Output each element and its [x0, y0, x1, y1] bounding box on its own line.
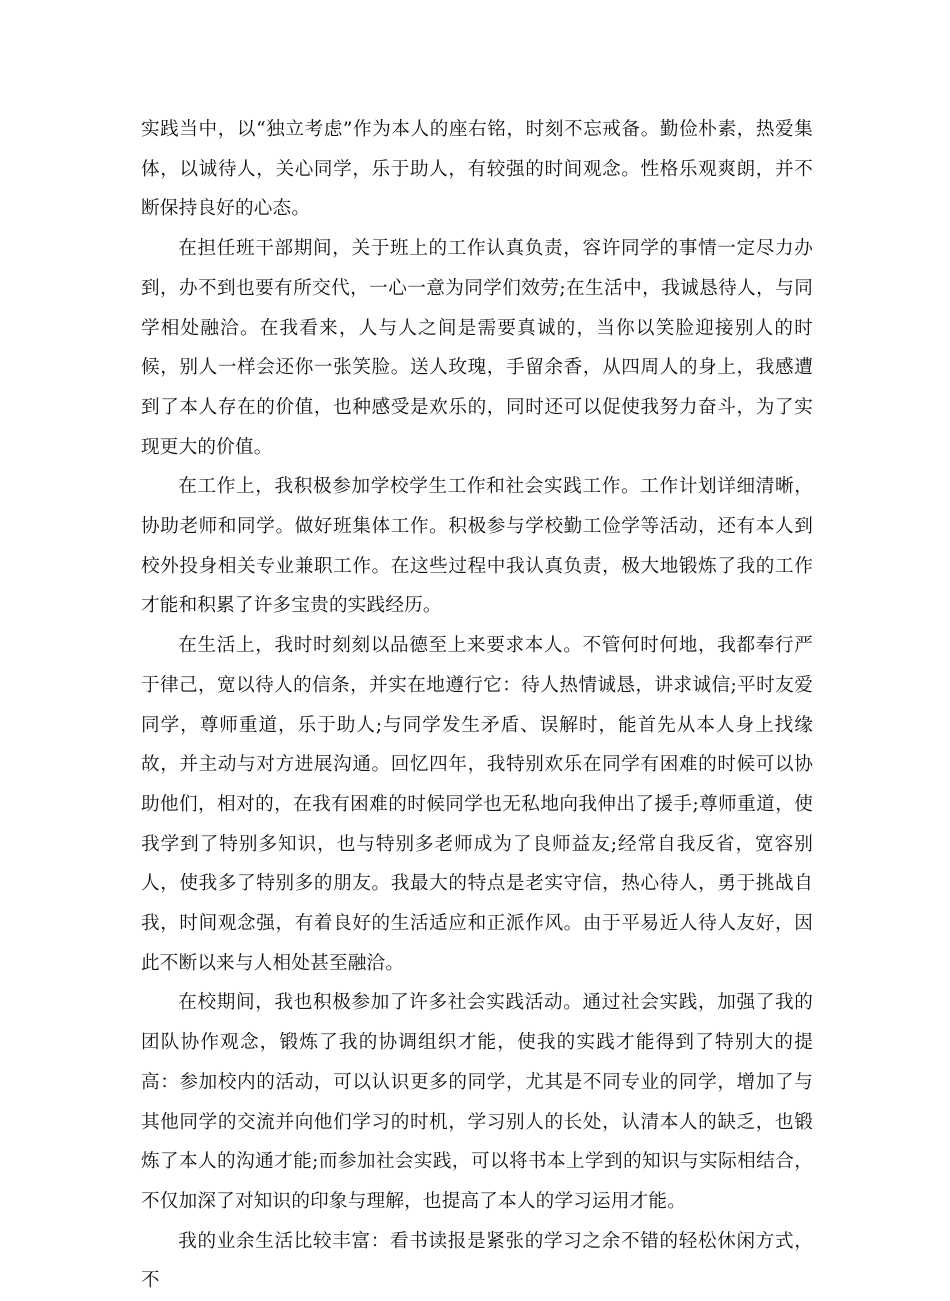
paragraph-3: 在工作上，我积极参加学校学生工作和社会实践工作。工作计划详细清晰，协助老师和同学。做好班集体工作。积极参与学校勤工俭学等活动，还有本人到校外投身相关专业兼职工作。在这些过程中我认真负责，极大地锻炼了我的工作才能和积累了许多宝贵的实践经历。: [141, 476, 813, 617]
paragraph-5: 在校期间，我也积极参加了许多社会实践活动。通过社会实践，加强了我的团队协作观念，锻炼了我的协调组织才能，使我的实践才能得到了特别大的提高：参加校内的活动，可以认识更多的同学，尤其是不同专业的同学，增加了与其他同学的交流并向他们学习的时机，学习别人的长处，认清本人的缺乏，也锻炼了本人的沟通才能;而参加社会实践，可以将书本上学到的知识与实际相结合，不仅加深了对知识的印象与理解，也提高了本人的学习运用才能。: [141, 992, 813, 1212]
document-body: [141, 110, 813, 1301]
paragraph-2: 在担任班干部期间，关于班上的工作认真负责，容许同学的事情一定尽力办到，办不到也要有所交代，一心一意为同学们效劳;在生活中，我诚恳待人，与同学相处融洽。在我看来，人与人之间是需要真诚的，当你以笑脸迎接别人的时候，别人一样会还你一张笑脸。送人玫瑰，手留余香，从四周人的身上，我感遭到了本人存在的价值，也种感受是欢乐的，同时还可以促使我努力奋斗，为了实现更大的价值。: [141, 238, 813, 458]
paragraph-1: 实践当中，以“独立考虑”作为本人的座右铭，时刻不忘戒备。勤俭朴素，热爱集体，以诚待人，关心同学，乐于助人，有较强的时间观念。性格乐观爽朗，并不断保持良好的心态。: [141, 119, 813, 220]
paragraph-6: 我的业余生活比较丰富：看书读报是紧张的学习之余不错的轻松休闲方式，不: [141, 1230, 813, 1292]
paragraph-4: 在生活上，我时时刻刻以品德至上来要求本人。不管何时何地，我都奉行严于律己，宽以待人的信条，并实在地遵行它：待人热情诚恳，讲求诚信;平时友爱同学，尊师重道，乐于助人;与同学发生矛盾、误解时，能首先从本人身上找缘故，并主动与对方进展沟通。回忆四年，我特别欢乐在同学有困难的时候可以协助他们，相对的，在我有困难的时候同学也无私地向我伸出了援手;尊师重道，使我学到了特别多知识，也与特别多老师成为了良师益友;经常自我反省，宽容别人，使我多了特别多的朋友。我最大的特点是老实守信，热心待人，勇于挑战自我，时间观念强，有着良好的生活适应和正派作风。由于平易近人待人友好，因此不断以来与人相处甚至融洽。: [141, 635, 813, 974]
